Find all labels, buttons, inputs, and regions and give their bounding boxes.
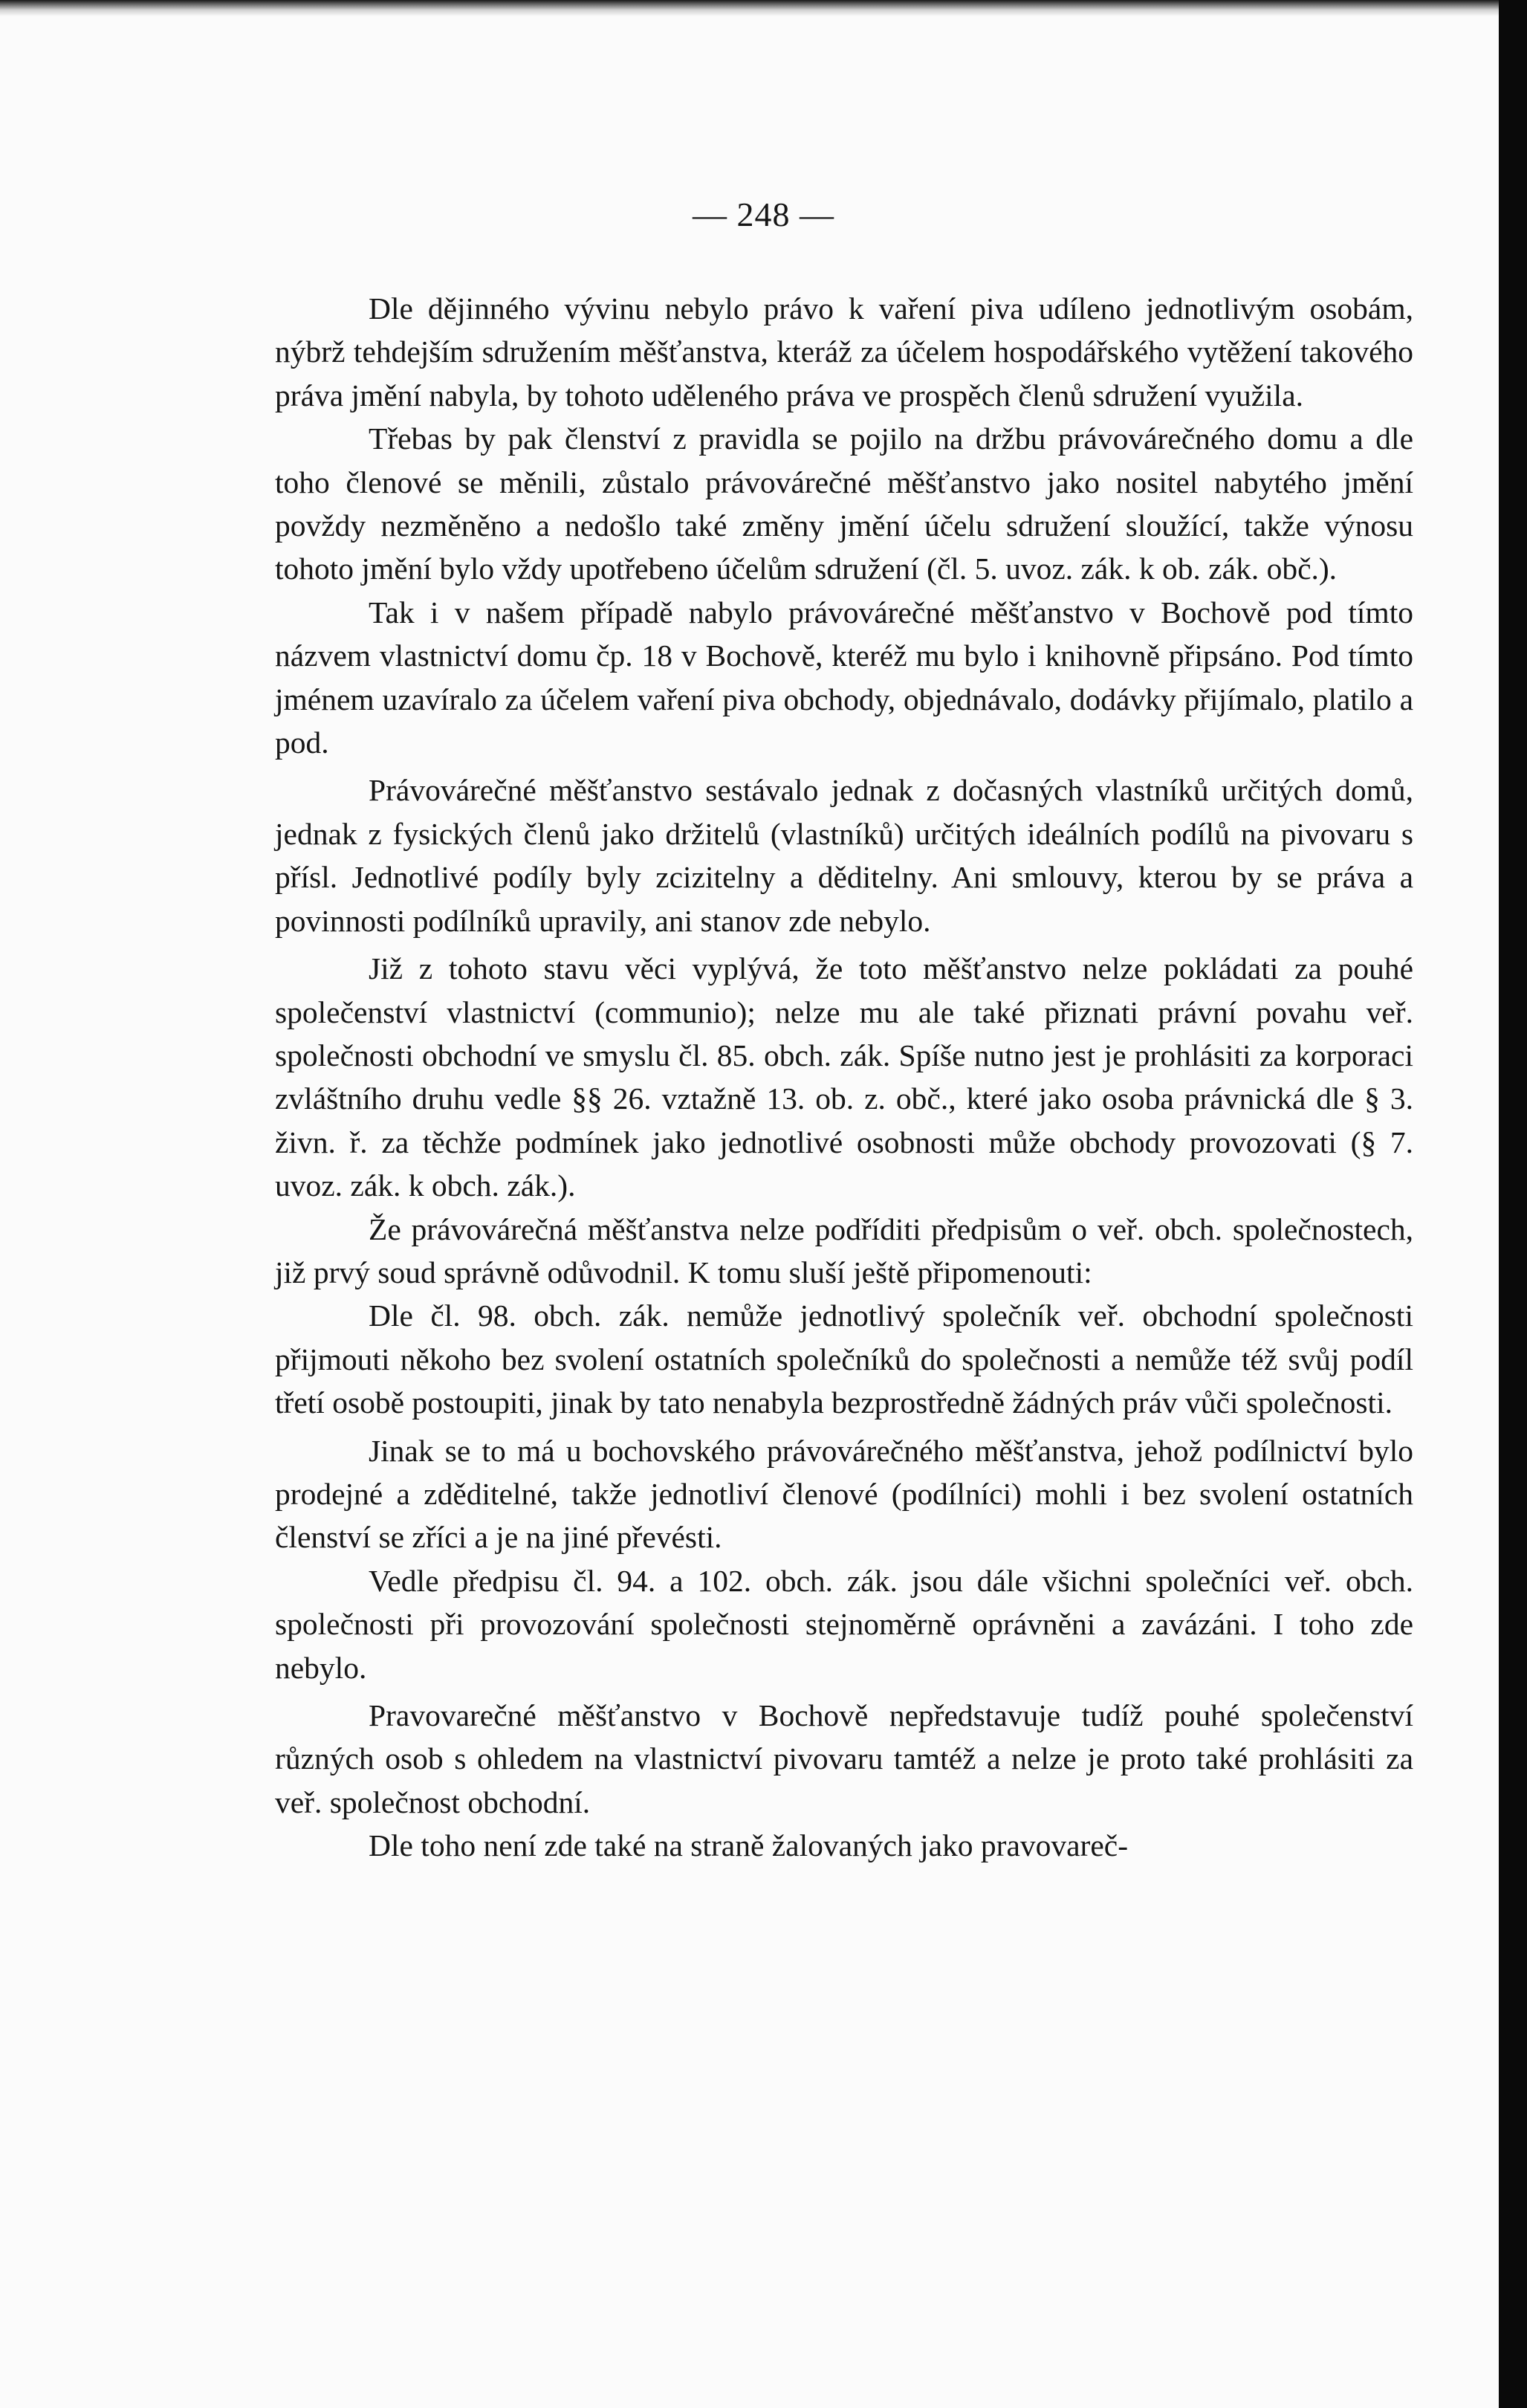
paragraph: Vedle předpisu čl. 94. a 102. obch. zák. jsou dále všichni společníci veř. obch. společnosti při provozování společnosti stejnoměrně oprávněni a zavázáni. I toho zde nebylo.: [275, 1563, 1413, 1685]
paragraph: Dle toho není zde také na straně žalovaných jako pravovareč-: [369, 1828, 1129, 1863]
scan-edge-right: [1499, 0, 1527, 2408]
page-number: — 248 —: [693, 195, 834, 233]
paragraph: Že právovárečná měšťanstva nelze podříditi předpisům o veř. obch. společnostech, již prvý soud správně odůvodnil. K tomu sluší ještě připomenouti:: [275, 1211, 1413, 1289]
paragraph: Tak i v našem případě nabylo právovárečné měšťanstvo v Bochově pod tímto názvem vlastnictví domu čp. 18 v Bochově, kteréž mu bylo i knihovně připsáno. Pod tímto jménem uzavíralo za účelem vaření piva obchody, objednávalo, dodávky přijímalo, platilo a pod.: [275, 595, 1413, 760]
paragraph: Třebas by pak členství z pravidla se pojilo na držbu právovárečného domu a dle toho členové se měnili, zůstalo právovárečné měšťanstvo jako nositel nabytého jmění povždy nezměněno a nedošlo také změny jmění účelu sdružení sloužící, takže výnosu tohoto jmění bylo vždy upotřebeno účelům sdružení (čl. 5. uvoz. zák. k ob. zák. obč.).: [275, 421, 1413, 586]
body-text: [275, 287, 1413, 1868]
paragraph: Dle čl. 98. obch. zák. nemůže jednotlivý společník veř. obchodní společnosti přijmouti někoho bez svolení ostatních společníků do společnosti a nemůže též svůj podíl třetí osobě postoupiti, jinak by tato nenabyla bezprostředně žádných práv vůči společnosti.: [275, 1298, 1413, 1420]
paragraph: Dle dějinného vývinu nebylo právo k vaření piva udíleno jednotlivým osobám, nýbrž tehdejším sdružením měšťanstva, kteráž za účelem hospodářského vytěžení takového práva jmění nabyla, by tohoto uděleného práva ve prospěch členů sdružení využila.: [275, 291, 1413, 412]
paragraph: Právovárečné měšťanstvo sestávalo jednak z dočasných vlastníků určitých domů, jednak z fysických členů jako držitelů (vlastníků) určitých ideálních podílů na pivovaru s přísl. Jednotlivé podíly byly zcizitelny a děditelny. Ani smlouvy, kterou by se práva a povinnosti podílníků upravily, ani stanov zde nebylo.: [275, 773, 1413, 938]
scan-edge-top: [0, 0, 1527, 16]
paragraph: Pravovarečné měšťanstvo v Bochově nepředstavuje tudíž pouhé společenství různých osob s ohledem na vlastnictví pivovaru tamtéž a nelze je proto také prohlásiti za veř. společnost obchodní.: [275, 1698, 1413, 1819]
paragraph: Jinak se to má u bochovského právovárečného měšťanstva, jehož podílnictví bylo prodejné a zděditelné, takže jednotliví členové (podílníci) mohli i bez svolení ostatních členství se zříci a je na jiné převésti.: [275, 1433, 1413, 1555]
paragraph: Již z tohoto stavu věci vyplývá, že toto měšťanstvo nelze pokládati za pouhé společenství vlastnictví (communio); nelze mu ale také přiznati právní povahu veř. společnosti obchodní ve smyslu čl. 85. obch. zák. Spíše nutno jest je prohlásiti za korporaci zvláštního druhu vedle §§ 26. vztažně 13. ob. z. obč., které jako osoba právnická dle § 3. živn. ř. za těchže podmínek jako jednotlivé osobnosti může obchody provozovati (§ 7. uvoz. zák. k obch. zák.).: [275, 951, 1413, 1203]
